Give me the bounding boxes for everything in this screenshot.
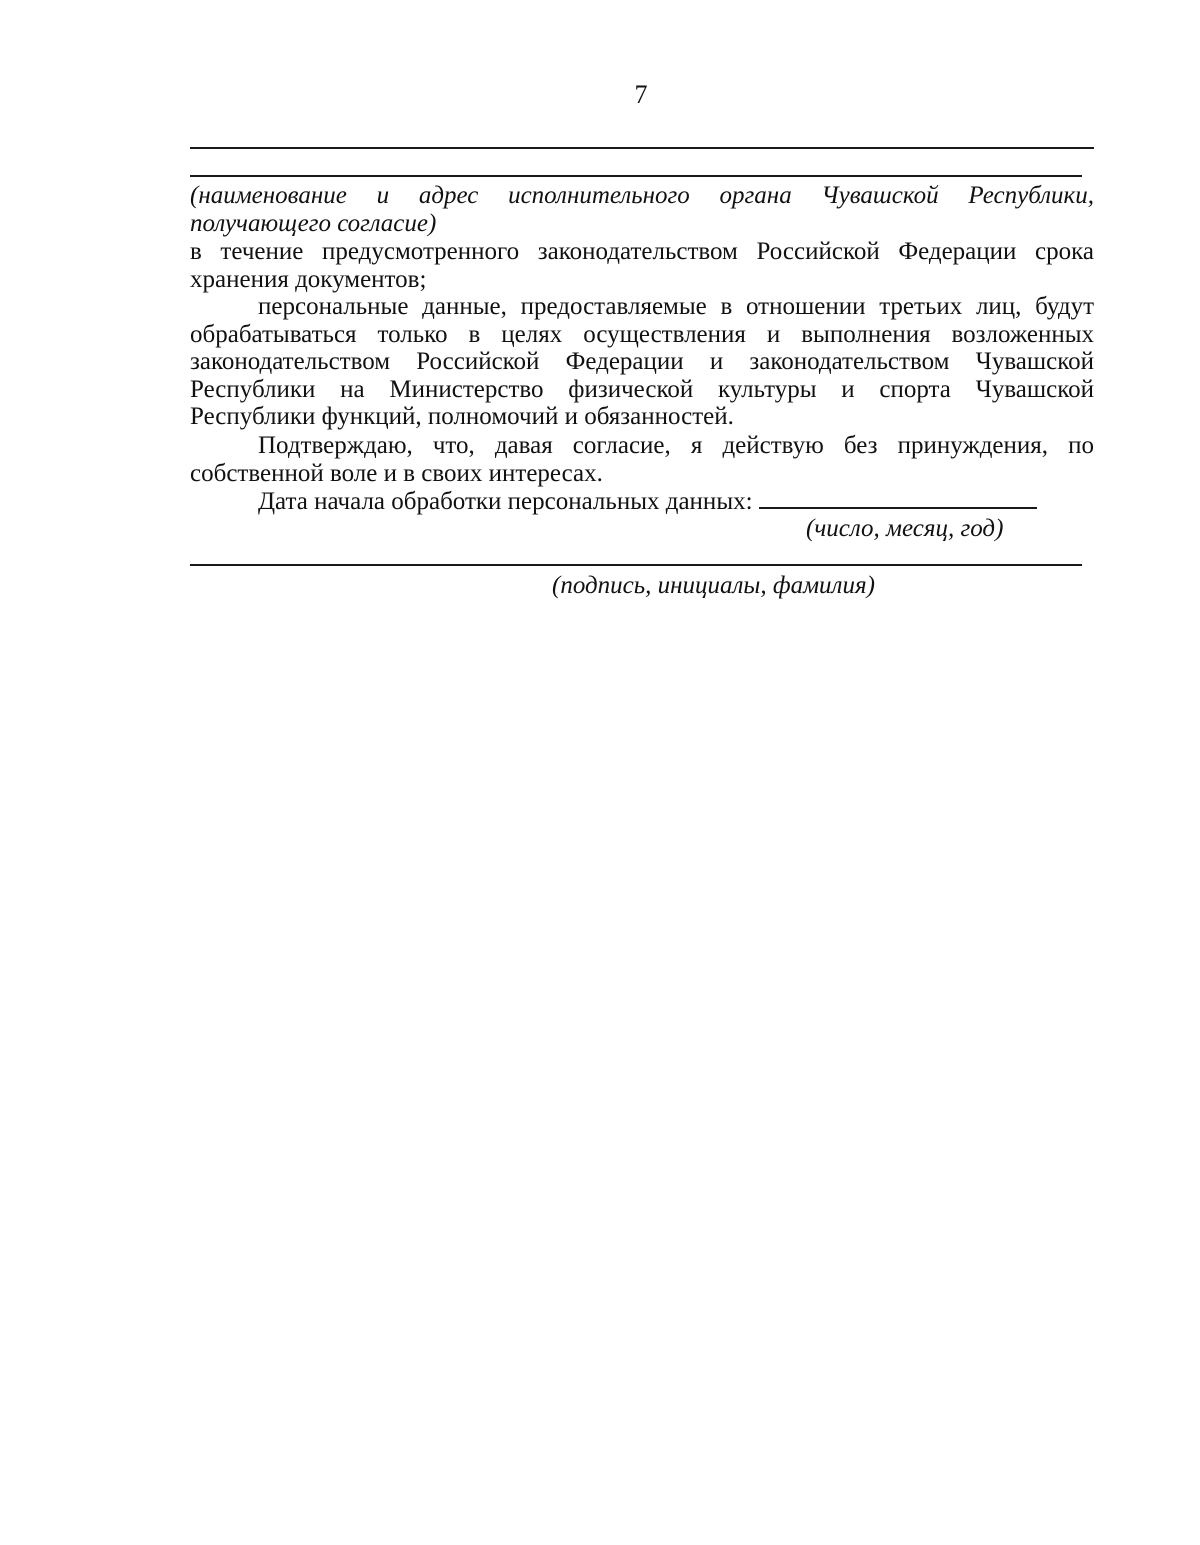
confirmation-paragraph: Подтверждаю, что, давая согласие, я действую без принуждения, по собственной воле и в своих интересах. [190,432,1094,487]
organ-caption-line-2: получающего согласие) [190,209,437,237]
storage-period-text [190,238,1094,293]
signature-caption: (подпись, инициалы, фамилия) [552,572,875,599]
date-caption: (число, месяц, год) [806,515,1004,542]
date-field [258,487,1037,516]
organ-caption-line-1: (наименование и адрес исполнительного органа Чувашской Республики, [190,182,1094,209]
storage-period-line-2: хранения документов; [190,265,427,293]
organ-name-blank-line-1 [190,147,1094,149]
date-field-label: Дата начала обработки персональных данных: [258,488,753,515]
date-blank-line [759,487,1037,509]
storage-period-line-1: в течение предусмотренного законодательством Российской Федерации срока [190,238,1094,265]
page-number: 7 [634,80,648,109]
signature-blank-line [190,564,1082,566]
organ-name-blank-line-2 [190,175,1082,177]
third-party-paragraph: персональные данные, предоставляемые в отношении третьих лиц, будут обрабатываться только в целях осуществления и выполнения возложенных законодательством Российской Федерации и законодательством Чувашской Республики на Министерство физической культуры и спорта Чувашской Республики функций, полномочий и обязанностей. [190,293,1094,430]
organ-caption [190,182,1094,237]
